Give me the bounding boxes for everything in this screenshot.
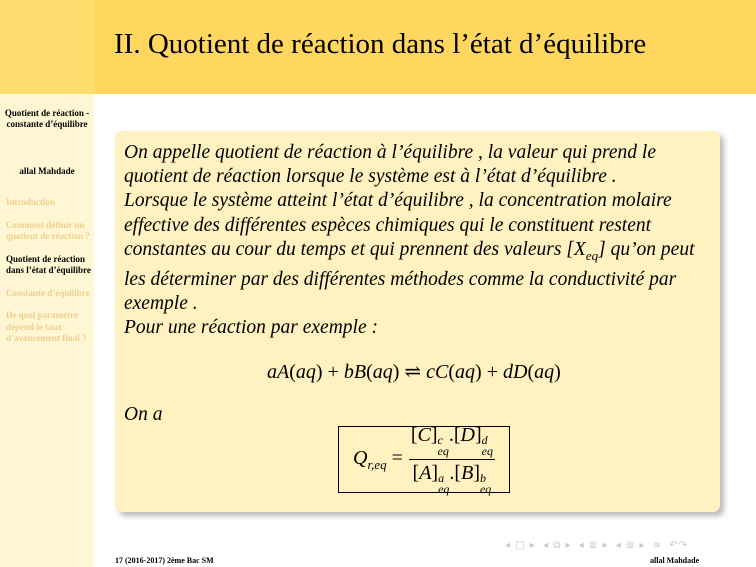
- nav-search-icon[interactable]: ↶↷: [669, 540, 689, 551]
- text-line: effective des différentes espèces chimiques qui le constituent restent: [124, 214, 652, 236]
- frame-title: II. Quotient de réaction dans l’état d’équilibre: [114, 28, 647, 60]
- nav-item-introduction[interactable]: Introduction: [6, 197, 55, 207]
- reaction-equation: aA(aq) + bB(aq) ⇌ cC(aq) + dD(aq): [267, 361, 561, 383]
- sidebar-author: allal Mahdade: [19, 166, 75, 176]
- text-line: Pour une réaction par exemple :: [124, 317, 378, 339]
- beamer-navigation-bar: [505, 540, 691, 551]
- nav-section-next-icon[interactable]: ◂ ≣ ▸: [615, 540, 646, 551]
- nav-subsection-icon[interactable]: ◂ ⧉ ▸: [543, 540, 572, 551]
- header-logo-area: [0, 0, 94, 94]
- nav-item-final-advancement[interactable]: De quel paramètre dépend le taux d’avancement final ?: [6, 310, 87, 343]
- text-line: On appelle quotient de réaction à l’équilibre , la valeur qui prend le: [124, 142, 656, 163]
- equilibrium-quotient-formula: $Q_{r,eq}$ = [C] c eq .[D] d eq [A] a eq .[B] b eq: [338, 426, 510, 493]
- nav-frame-prev-icon[interactable]: ◂ □ ▸: [505, 540, 536, 551]
- text-line: [124, 238, 736, 268]
- footer-slide-info: 17 (2016-2017) 2ème Bac SM: [115, 556, 214, 565]
- nav-appendix-icon[interactable]: ≡: [652, 540, 663, 551]
- text-line: les déterminer par des différentes méthodes comme la conductivité par: [124, 269, 677, 291]
- on-a-label: On a: [124, 404, 163, 425]
- text-fragment: constantes au cour du temps et qui prennent des valeurs: [124, 238, 562, 260]
- sidebar-nav: [6, 197, 92, 356]
- nav-item-current-section[interactable]: Quotient de réaction dans l’état d’équilibre: [6, 253, 91, 275]
- text-fragment: qu’on peut: [610, 238, 695, 260]
- text-line: quotient de réaction lorsque le système est à l’état d’équilibre .: [124, 166, 617, 188]
- sidebar-presentation-title: Quotient de réaction - constante d’équilibre: [4, 108, 90, 129]
- text-line: exemple .: [124, 293, 198, 315]
- footer-author: allal Mahdade: [650, 556, 700, 565]
- concentration-symbol: $[X_{eq}]$: [566, 238, 606, 263]
- sidebar: [0, 94, 94, 567]
- text-line: Lorsque le système atteint l’état d’équilibre , la concentration molaire: [124, 190, 672, 212]
- nav-item-equilibrium-constant[interactable]: Constante d’équilibre: [6, 287, 90, 298]
- nav-section-prev-icon[interactable]: ◂ ≣ ▸: [578, 540, 609, 551]
- quotient-fraction: [C] c eq .[D] d eq [A] a eq .[B] b eq: [410, 424, 493, 496]
- nav-item-definition[interactable]: Comment définir un quotient de réaction ?: [6, 219, 90, 241]
- definition-text: [124, 141, 736, 341]
